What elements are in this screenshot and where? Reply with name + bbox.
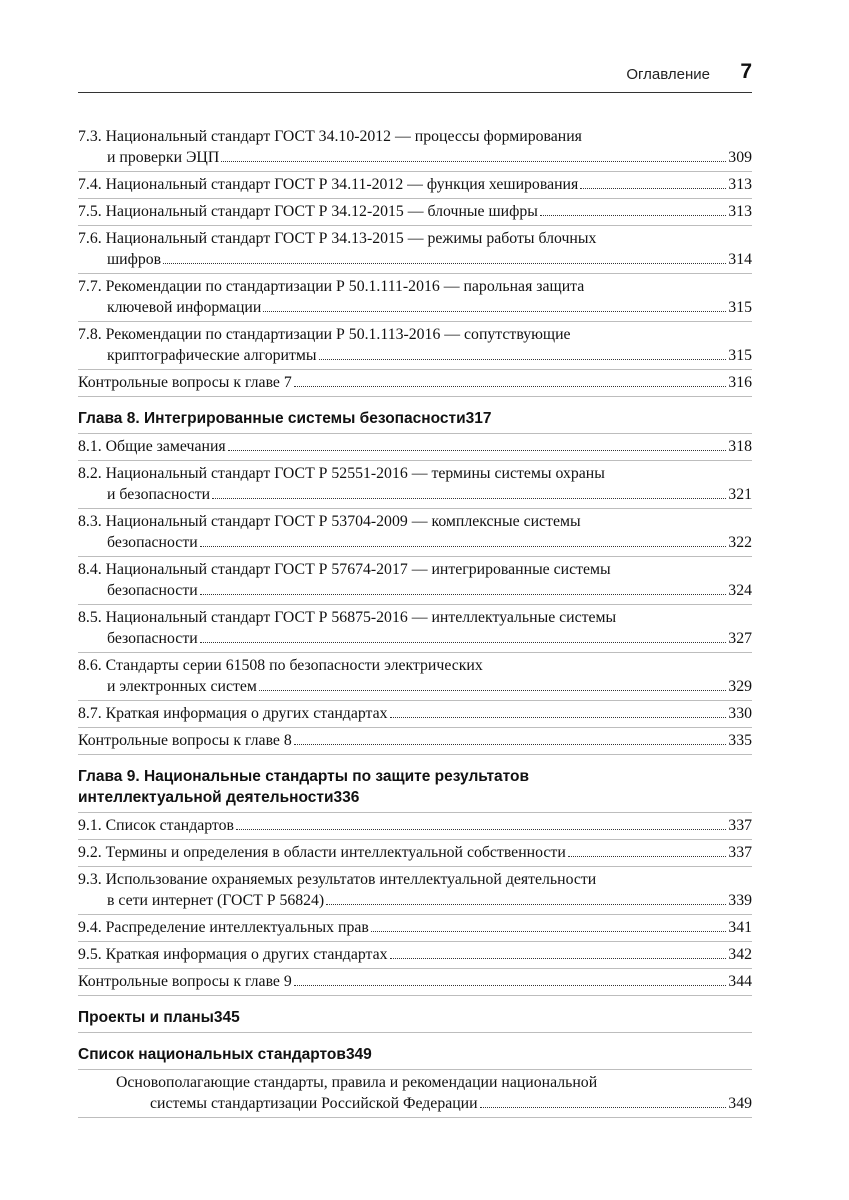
toc-chapter[interactable]: [78, 397, 752, 434]
toc-page-number: 318: [728, 438, 752, 455]
toc-entry[interactable]: [78, 942, 752, 969]
toc-entry-title: 8.3. Национальный стандарт ГОСТ Р 53704-2009 — комплексные системы: [78, 513, 581, 530]
toc-page-number: 321: [728, 486, 752, 503]
toc-entry[interactable]: [78, 226, 752, 274]
toc-entry-title: 9.3. Использование охраняемых результатов интеллектуальной деятельности: [78, 871, 597, 888]
toc-page-number: 313: [728, 176, 752, 193]
toc-page-number: 313: [728, 203, 752, 220]
dot-leader: [371, 927, 726, 932]
toc-page-number: 322: [728, 534, 752, 551]
toc-chapter[interactable]: [78, 996, 752, 1033]
toc-entry-title: 9.5. Краткая информация о других стандартах: [78, 946, 388, 963]
toc-entry-title: 8.1. Общие замечания: [78, 438, 226, 455]
toc-entry[interactable]: [78, 1070, 752, 1118]
toc-entry-title: системы стандартизации Российской Федерации: [150, 1095, 478, 1112]
toc-entry-title: 7.7. Рекомендации по стандартизации Р 50.1.111-2016 — парольная защита: [78, 278, 585, 295]
toc-page-number: 341: [728, 919, 752, 936]
toc-entry-title: 9.4. Распределение интеллектуальных прав: [78, 919, 369, 936]
dot-leader: [294, 981, 727, 986]
toc-entry[interactable]: [78, 605, 752, 653]
toc-page-number: 349: [345, 1046, 372, 1063]
dot-leader: [200, 590, 727, 595]
running-header: [78, 60, 752, 93]
toc-page-number: 327: [728, 630, 752, 647]
toc-entry-title: 7.6. Национальный стандарт ГОСТ Р 34.13-2015 — режимы работы блочных: [78, 230, 597, 247]
toc-entry-title: и электронных систем: [107, 678, 257, 695]
page-number: 7: [740, 60, 752, 83]
dot-leader: [200, 542, 727, 547]
toc-entry-title: 8.7. Краткая информация о других стандартах: [78, 705, 388, 722]
dot-leader: [580, 184, 726, 189]
toc-entry-title: Основополагающие стандарты, правила и рекомендации национальной: [116, 1074, 598, 1091]
toc-page-number: 330: [728, 705, 752, 722]
dot-leader: [390, 954, 727, 959]
dot-leader: [228, 446, 727, 451]
toc-entry[interactable]: [78, 322, 752, 370]
toc-entry[interactable]: [78, 653, 752, 701]
toc-entry[interactable]: [78, 461, 752, 509]
toc-entry-title: Проекты и планы: [78, 1009, 214, 1026]
toc-entry[interactable]: [78, 199, 752, 226]
dot-leader: [480, 1103, 727, 1108]
toc-entry-title: Контрольные вопросы к главе 8: [78, 732, 292, 749]
toc-entry[interactable]: [78, 701, 752, 728]
dot-leader: [540, 211, 726, 216]
toc-entry[interactable]: [78, 915, 752, 942]
toc-entry-title: 7.5. Национальный стандарт ГОСТ Р 34.12-2015 — блочные шифры: [78, 203, 538, 220]
toc-entry[interactable]: [78, 124, 752, 172]
section-title: Оглавление: [626, 66, 710, 83]
dot-leader: [221, 157, 726, 162]
toc-entry[interactable]: [78, 867, 752, 915]
toc-entry[interactable]: [78, 434, 752, 461]
toc-entry[interactable]: [78, 370, 752, 397]
toc-page-number: 317: [465, 410, 492, 427]
toc-page-number: 336: [333, 789, 360, 806]
toc-chapter[interactable]: [78, 755, 752, 813]
toc-page-number: 337: [728, 817, 752, 834]
toc-entry[interactable]: [78, 274, 752, 322]
toc-entry-title: и проверки ЭЦП: [107, 149, 220, 166]
toc-page-number: 339: [728, 892, 752, 909]
toc-chapter[interactable]: [78, 1033, 752, 1070]
toc-entry[interactable]: [78, 728, 752, 755]
toc-page-number: 314: [728, 251, 752, 268]
toc-entry-title: и безопасности: [107, 486, 211, 503]
toc-entry[interactable]: [78, 969, 752, 996]
dot-leader: [319, 355, 727, 360]
dot-leader: [259, 686, 726, 691]
toc-page-number: 309: [728, 149, 752, 166]
dot-leader: [212, 494, 726, 499]
dot-leader: [294, 382, 727, 387]
toc-entry-title: безопасности: [107, 630, 198, 647]
toc-entry-title: безопасности: [107, 582, 198, 599]
toc-entry[interactable]: [78, 509, 752, 557]
toc-entry-title: Контрольные вопросы к главе 7: [78, 374, 292, 391]
toc-entry-title: ключевой информации: [107, 299, 262, 316]
toc-entry[interactable]: [78, 840, 752, 867]
toc-entry-title: 8.6. Стандарты серии 61508 по безопасности электрических: [78, 657, 483, 674]
toc-page-number: 324: [728, 582, 752, 599]
toc-entry-title: 7.4. Национальный стандарт ГОСТ Р 34.11-2012 — функция хеширования: [78, 176, 579, 193]
toc-entry-title: интеллектуальной деятельности: [78, 789, 334, 806]
toc-entry[interactable]: [78, 557, 752, 605]
toc-entry-title: безопасности: [107, 534, 198, 551]
toc-entry-title: Контрольные вопросы к главе 9: [78, 973, 292, 990]
toc-entry-title: 9.2. Термины и определения в области интеллектуальной собственности: [78, 844, 566, 861]
dot-leader: [263, 307, 726, 312]
dot-leader: [390, 713, 727, 718]
toc-page-number: 337: [728, 844, 752, 861]
table-of-contents: [78, 124, 752, 1118]
toc-page-number: 329: [728, 678, 752, 695]
toc-page-number: 316: [728, 374, 752, 391]
toc-entry[interactable]: [78, 172, 752, 199]
toc-page-number: 344: [728, 973, 752, 990]
toc-page-number: 315: [728, 299, 752, 316]
toc-entry-title: 7.8. Рекомендации по стандартизации Р 50.1.113-2016 — сопутствующие: [78, 326, 571, 343]
dot-leader: [568, 852, 727, 857]
toc-entry-title: Глава 8. Интегрированные системы безопасности: [78, 410, 466, 427]
toc-entry-title: в сети интернет (ГОСТ Р 56824): [107, 892, 325, 909]
toc-page-number: 335: [728, 732, 752, 749]
toc-page-number: 345: [213, 1009, 240, 1026]
dot-leader: [294, 740, 727, 745]
toc-entry-title: криптографические алгоритмы: [107, 347, 317, 364]
toc-entry-title: 8.5. Национальный стандарт ГОСТ Р 56875-2016 — интеллектуальные системы: [78, 609, 617, 626]
toc-entry-title: Список национальных стандартов: [78, 1046, 346, 1063]
toc-page-number: 349: [728, 1095, 752, 1112]
toc-page-number: 342: [728, 946, 752, 963]
toc-entry-title: Глава 9. Национальные стандарты по защите результатов: [78, 768, 530, 785]
toc-page-number: 315: [728, 347, 752, 364]
toc-entry-title: 8.2. Национальный стандарт ГОСТ Р 52551-2016 — термины системы охраны: [78, 465, 605, 482]
dot-leader: [236, 825, 726, 830]
dot-leader: [163, 259, 726, 264]
toc-entry-title: шифров: [107, 251, 162, 268]
dot-leader: [326, 900, 726, 905]
dot-leader: [200, 638, 727, 643]
toc-entry-title: 7.3. Национальный стандарт ГОСТ 34.10-2012 — процессы формирования: [78, 128, 582, 145]
toc-entry-title: 9.1. Список стандартов: [78, 817, 234, 834]
toc-entry-title: 8.4. Национальный стандарт ГОСТ Р 57674-2017 — интегрированные системы: [78, 561, 611, 578]
toc-entry[interactable]: [78, 813, 752, 840]
